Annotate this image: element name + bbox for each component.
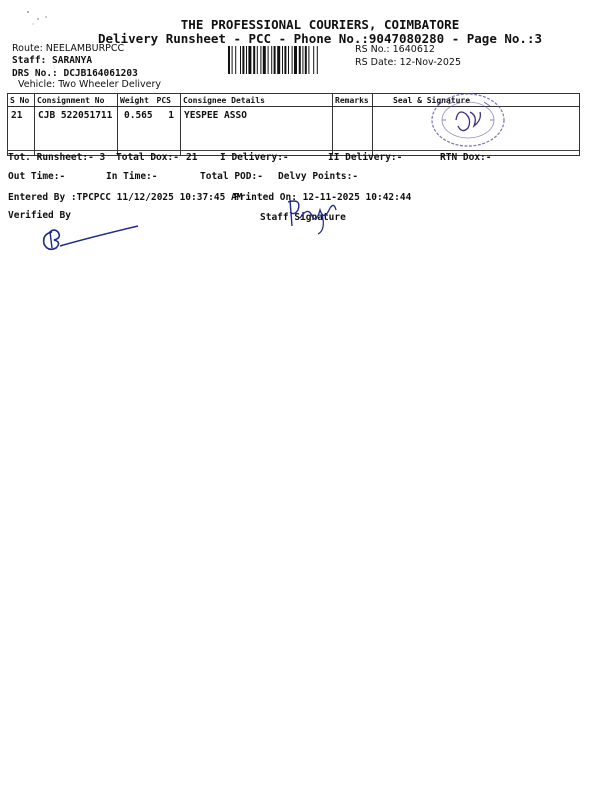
tot-runsheet: Tot. Runsheet:- 3 [8,152,106,163]
barcode-bar [294,46,297,74]
staff-label: Staff: SARANYA [12,55,93,66]
route-label: Route: NEELAMBURPCC [12,43,125,54]
barcode-bar [274,46,276,74]
barcode-bar [235,46,236,74]
rs-date: RS Date: 12-Nov-2025 [355,57,461,68]
barcode-bar [232,46,233,74]
entered-by: Entered By :TPCPCC 11/12/2025 10:37:45 AM [8,192,243,203]
cell-consignment: CJB 522051711 [35,107,118,156]
total-dox-label: Total Dox:- [116,152,179,163]
barcode-bar [308,46,309,74]
barcode-bar [242,46,244,74]
barcode-bar [260,46,261,74]
divider-top [7,150,579,151]
barcode-bar [288,46,289,74]
barcode-bar [246,46,247,74]
rs-number: RS No.: 1640612 [355,44,435,55]
vehicle-label: Vehicle: Two Wheeler Delivery [18,79,161,90]
barcode-bar [302,46,303,74]
rtn-dox: RTN Dox:- [440,152,492,163]
col-remarks: Remarks [333,94,373,107]
barcode-bar [313,46,314,74]
barcode-bar [282,46,283,74]
barcode-bar [271,46,272,74]
col-weight: Weight [118,94,155,107]
barcode [228,46,352,74]
barcode-bar [305,46,307,74]
staff-signature-label: Staff Signature [260,212,346,223]
printed-on: Printed On: 12-11-2025 10:42:44 [234,192,412,203]
col-pcs: PCS [155,94,181,107]
barcode-bar [248,46,251,74]
verified-signature-image [38,222,142,256]
col-sno: S No [8,94,35,107]
barcode-bar [317,46,318,74]
ii-delivery: II Delivery:- [328,152,403,163]
col-consignment: Consignment No [35,94,118,107]
company-title: THE PROFESSIONAL COURIERS, COIMBATORE [180,17,460,32]
i-delivery: I Delivery:- [220,152,289,163]
barcode-bar [228,46,230,74]
cell-weight: 0.565 [118,107,155,156]
cell-consignee: YESPEE ASSO [181,107,333,156]
barcode-bar [277,46,280,74]
barcode-bar [284,46,286,74]
cell-remarks [333,107,373,156]
col-consignee: Consignee Details [181,94,333,107]
out-time: Out Time:- [8,171,66,182]
barcode-bar [292,46,293,74]
staff-signature-image [282,196,342,236]
in-time: In Time:- [106,171,158,182]
col-seal-signature: Seal & Signature [373,94,580,107]
barcode-bar [299,46,301,74]
cell-sno: 21 [8,107,35,156]
barcode-bar [240,46,241,74]
barcode-bar [253,46,255,74]
cell-pcs: 1 [155,107,181,156]
verified-by-label: Verified By [8,210,71,221]
total-dox-value: 21 [186,152,198,163]
drs-number: DRS No.: DCJB164061203 [12,68,138,79]
barcode-bar [263,46,266,74]
total-pod: Total POD:- [200,171,263,182]
runsheet-subtitle: Delivery Runsheet - PCC - Phone No.:9047080280 - Page No.:3 [97,31,542,46]
delvy-points: Delvy Points:- [278,171,359,182]
barcode-bar [268,46,269,74]
barcode-bar [257,46,258,74]
seal-stamp-image [428,90,508,150]
